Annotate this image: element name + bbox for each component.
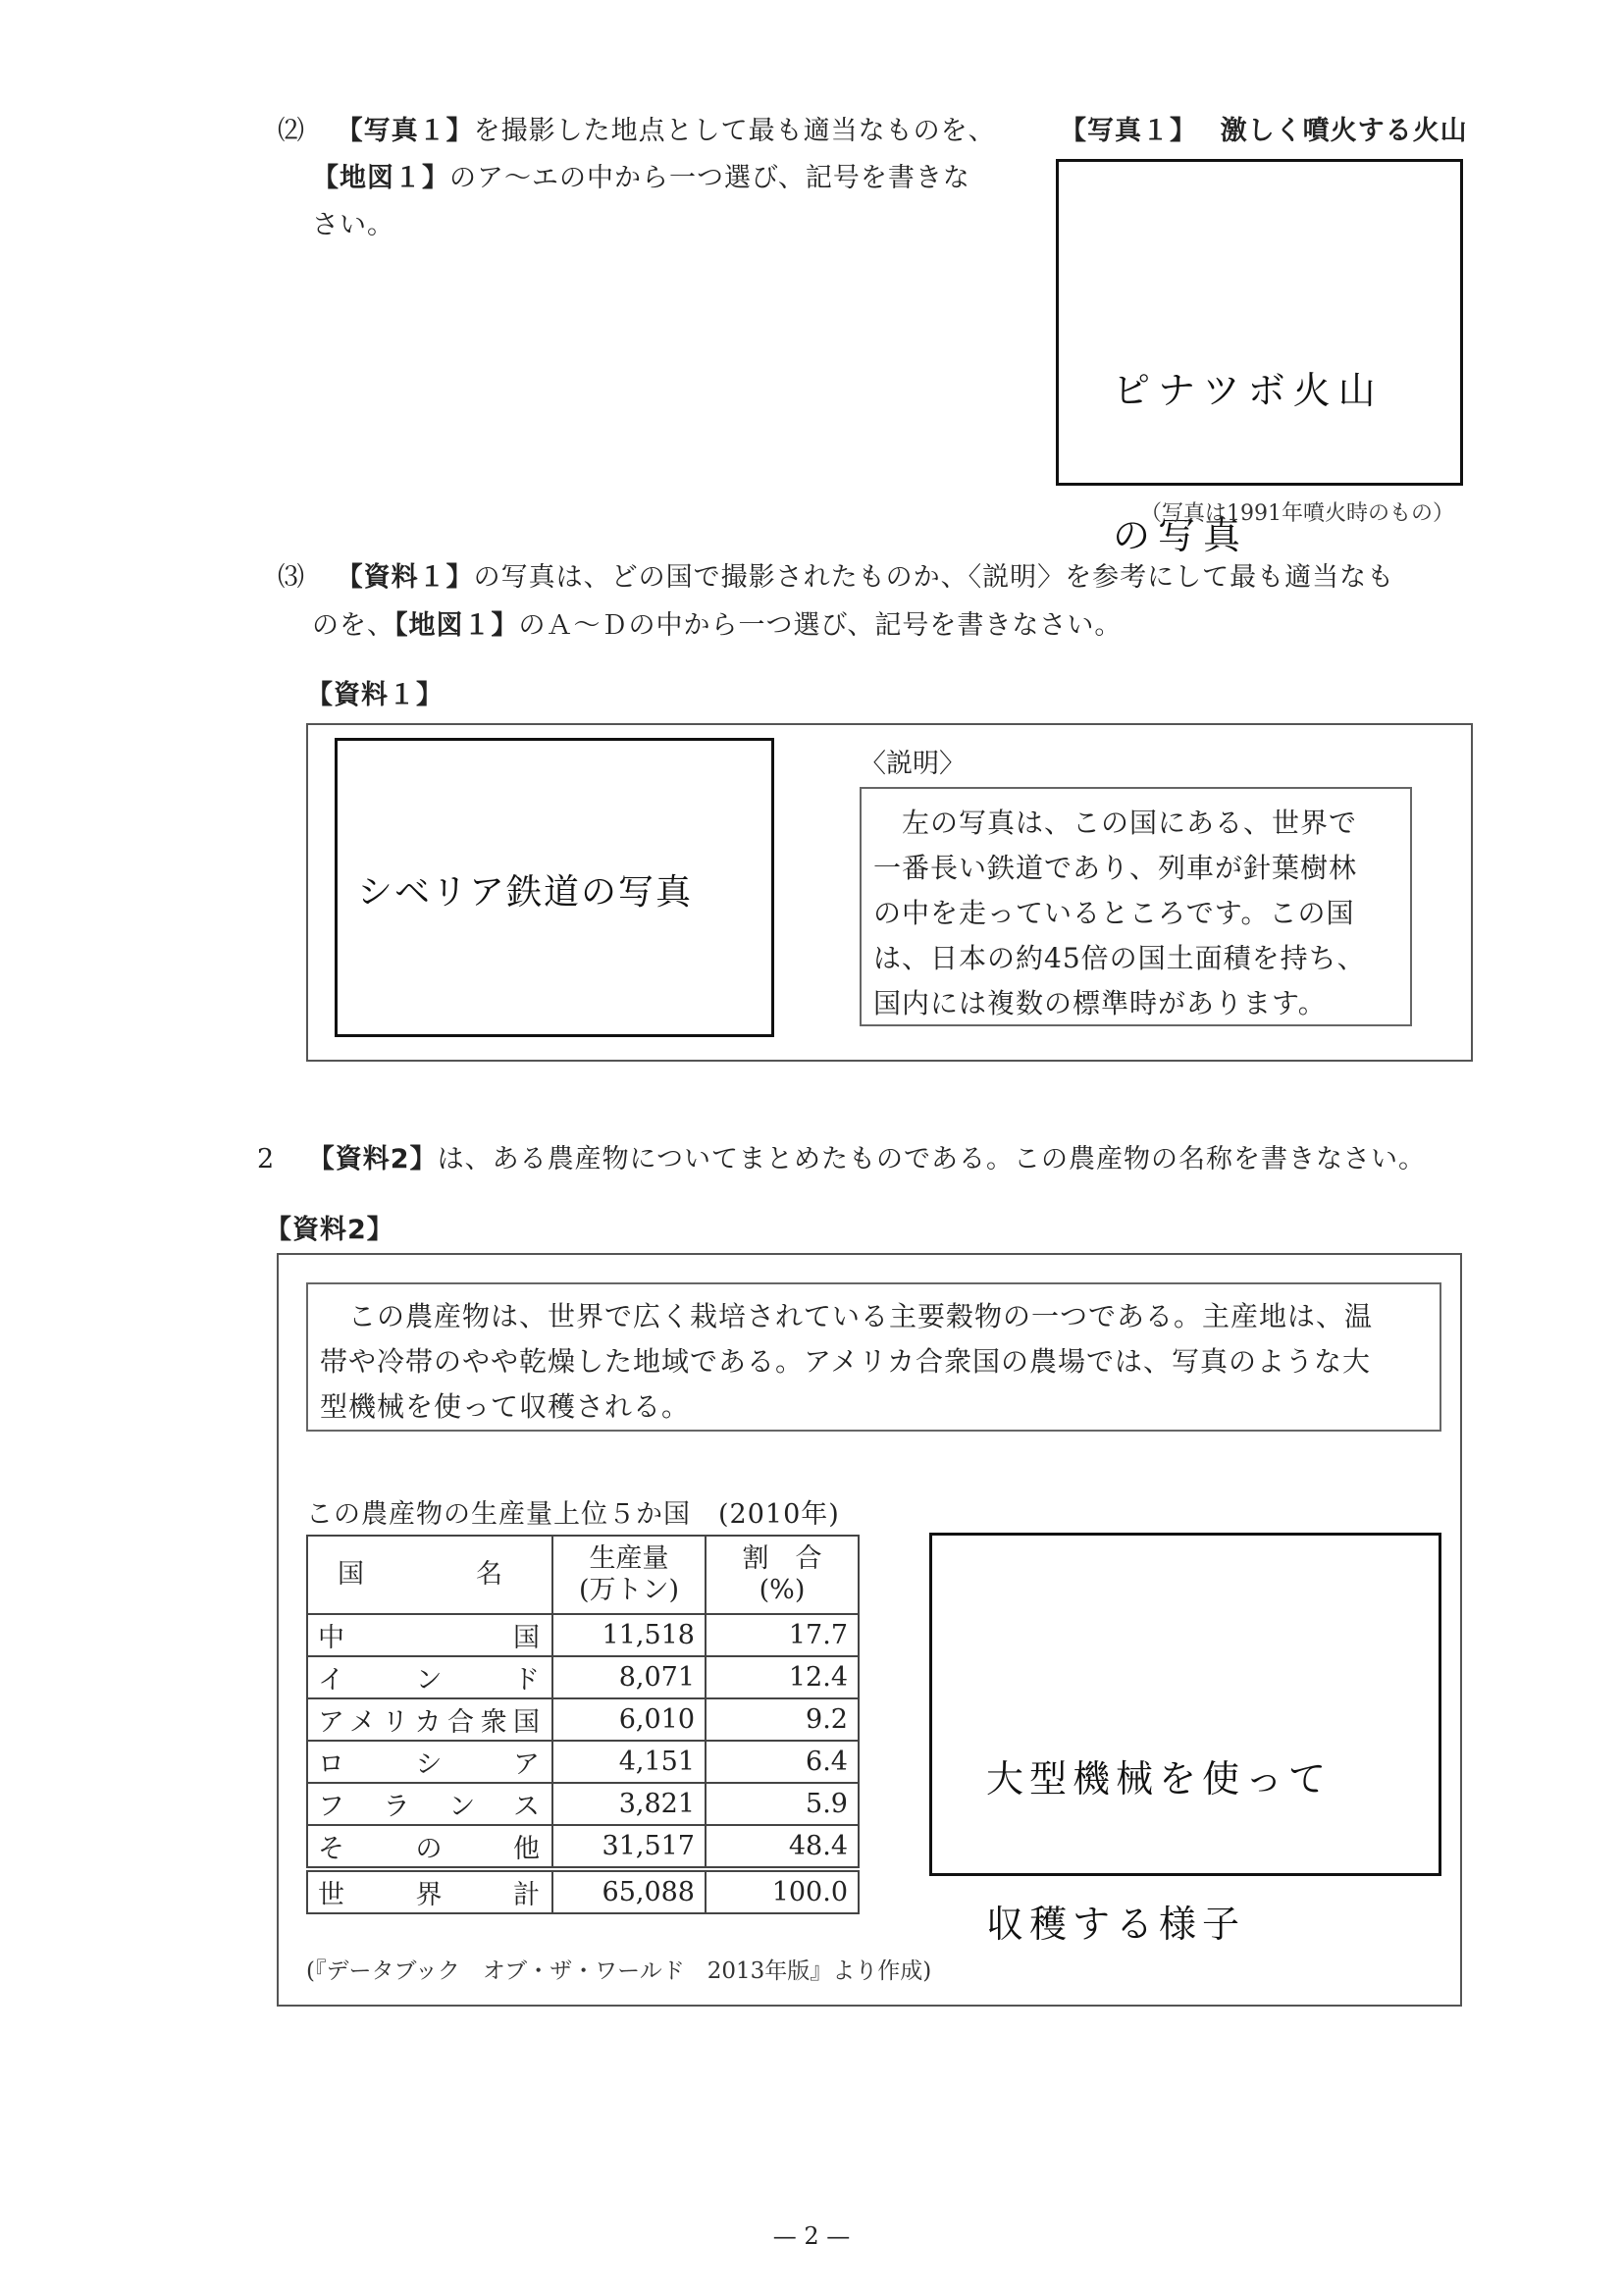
table-row bbox=[307, 1698, 859, 1741]
table-total-row bbox=[307, 1869, 859, 1913]
photo1-label-line-2: の写真 bbox=[1113, 513, 1249, 557]
share-cell: 48.4 bbox=[706, 1825, 859, 1869]
country-cell: フランス bbox=[307, 1783, 552, 1825]
production-cell: 11,518 bbox=[552, 1614, 706, 1656]
production-cell: 8,071 bbox=[552, 1656, 706, 1698]
material2-photo-placeholder bbox=[929, 1533, 1441, 1946]
question-text: を撮影した地点として最も適当なものを、 bbox=[473, 116, 996, 146]
photo1-reference: 【写真１】 bbox=[336, 116, 474, 146]
question-2-main bbox=[257, 1146, 1426, 1173]
country-cell: その他 bbox=[307, 1825, 552, 1869]
explanation-line: 左の写真は、この国にある、世界で bbox=[873, 807, 1358, 839]
explanation-line: 一番長い鉄道であり、列車が針葉樹林 bbox=[873, 852, 1358, 884]
question-3-line-1 bbox=[278, 564, 1394, 591]
question-text: は、ある農産物についてまとめたものである。この農産物の名称を書きなさい。 bbox=[437, 1144, 1427, 1174]
production-cell: 3,821 bbox=[552, 1783, 706, 1825]
table-row bbox=[307, 1656, 859, 1698]
header-production-unit: (万トン) bbox=[578, 1575, 680, 1605]
photo1-caption: 激しく噴火する火山 bbox=[1220, 116, 1468, 146]
explanation-box bbox=[860, 787, 1412, 1026]
production-cell: 65,088 bbox=[552, 1869, 706, 1913]
question-text: のア～エの中から一つ選び、記号を書きな bbox=[449, 163, 970, 193]
question-2-line-1 bbox=[278, 118, 996, 144]
table-row bbox=[307, 1825, 859, 1869]
description-line: この農産物は、世界で広く栽培されている主要穀物の一つである。主産地は、温 bbox=[320, 1300, 1374, 1332]
map1-reference: 【地図１】 bbox=[312, 163, 449, 193]
material1-title: 【資料１】 bbox=[306, 680, 444, 710]
header-production bbox=[552, 1536, 706, 1614]
question-3-line-2 bbox=[312, 612, 1122, 639]
share-cell: 6.4 bbox=[706, 1741, 859, 1783]
header-production-line-1: 生産量 bbox=[589, 1542, 669, 1574]
table-row bbox=[307, 1614, 859, 1656]
header-share bbox=[706, 1536, 859, 1614]
question-text: のを、 bbox=[312, 610, 394, 641]
country-cell: 中国 bbox=[307, 1614, 552, 1656]
map1-reference: 【地図１】 bbox=[394, 610, 519, 641]
header-share-unit: (%) bbox=[759, 1575, 806, 1605]
material2-photo-label-line-2: 収穫する様子 bbox=[986, 1902, 1246, 1946]
question-number: ⑶ bbox=[278, 562, 305, 593]
photo1-title bbox=[1060, 118, 1468, 144]
explanation-line: の中を走っているところです。この国 bbox=[873, 897, 1355, 929]
production-cell: 31,517 bbox=[552, 1825, 706, 1869]
country-cell: アメリカ合衆国 bbox=[307, 1698, 552, 1741]
description-line: 型機械を使って収穫される。 bbox=[320, 1390, 691, 1423]
share-cell: 17.7 bbox=[706, 1614, 859, 1656]
country-cell: ロシア bbox=[307, 1741, 552, 1783]
table-title: この農産物の生産量上位５か国 (2010年) bbox=[306, 1499, 840, 1530]
country-cell: 世界計 bbox=[307, 1869, 552, 1913]
share-cell: 5.9 bbox=[706, 1783, 859, 1825]
table-source: (『データブック オブ・ザ・ワールド 2013年版』より作成) bbox=[306, 1958, 932, 1984]
question-2-line-2 bbox=[312, 165, 970, 191]
description-box bbox=[306, 1282, 1441, 1432]
table-row bbox=[307, 1741, 859, 1783]
share-cell: 12.4 bbox=[706, 1656, 859, 1698]
material2-title: 【資料2】 bbox=[265, 1215, 394, 1245]
share-cell: 100.0 bbox=[706, 1869, 859, 1913]
question-2-line-3: さい。 bbox=[312, 210, 394, 240]
question-text: のＡ～Ｄの中から一つ選び、記号を書きなさい。 bbox=[518, 610, 1123, 641]
table-header-row bbox=[307, 1536, 859, 1614]
page-number: — 2 — bbox=[772, 2222, 851, 2250]
header-share-line-1: 割 合 bbox=[742, 1542, 822, 1574]
material1-reference: 【資料１】 bbox=[336, 562, 474, 593]
material1-photo-label: シベリア鉄道の写真 bbox=[357, 872, 694, 913]
explanation-line: は、日本の約45倍の国土面積を持ち、 bbox=[873, 942, 1366, 974]
material2-photo-label-line-1: 大型機械を使って bbox=[986, 1756, 1333, 1800]
explanation-heading: 〈説明〉 bbox=[860, 749, 966, 779]
description-line: 帯や冷帯のやや乾燥した地域である。アメリカ合衆国の農場では、写真のような大 bbox=[320, 1345, 1372, 1378]
production-cell: 4,151 bbox=[552, 1741, 706, 1783]
production-cell: 6,010 bbox=[552, 1698, 706, 1741]
share-cell: 9.2 bbox=[706, 1698, 859, 1741]
photo1-label-line-1: ピナツボ火山 bbox=[1113, 368, 1384, 412]
question-text: の写真は、どの国で撮影されたものか、〈説明〉を参考にして最も適当なも bbox=[473, 562, 1395, 593]
production-table bbox=[306, 1535, 860, 1914]
country-cell: インド bbox=[307, 1656, 552, 1698]
material2-reference: 【資料2】 bbox=[307, 1144, 438, 1174]
question-number: 2 bbox=[257, 1144, 276, 1174]
material1-photo-placeholder bbox=[335, 738, 774, 1037]
header-country: 国 名 bbox=[307, 1536, 552, 1614]
photo1-tag: 【写真１】 bbox=[1060, 116, 1197, 146]
explanation-line: 国内には複数の標準時があります。 bbox=[873, 987, 1327, 1019]
table-row bbox=[307, 1783, 859, 1825]
photo1-note: （写真は1991年噴火時のもの） bbox=[1140, 501, 1454, 526]
question-number: ⑵ bbox=[278, 116, 305, 146]
